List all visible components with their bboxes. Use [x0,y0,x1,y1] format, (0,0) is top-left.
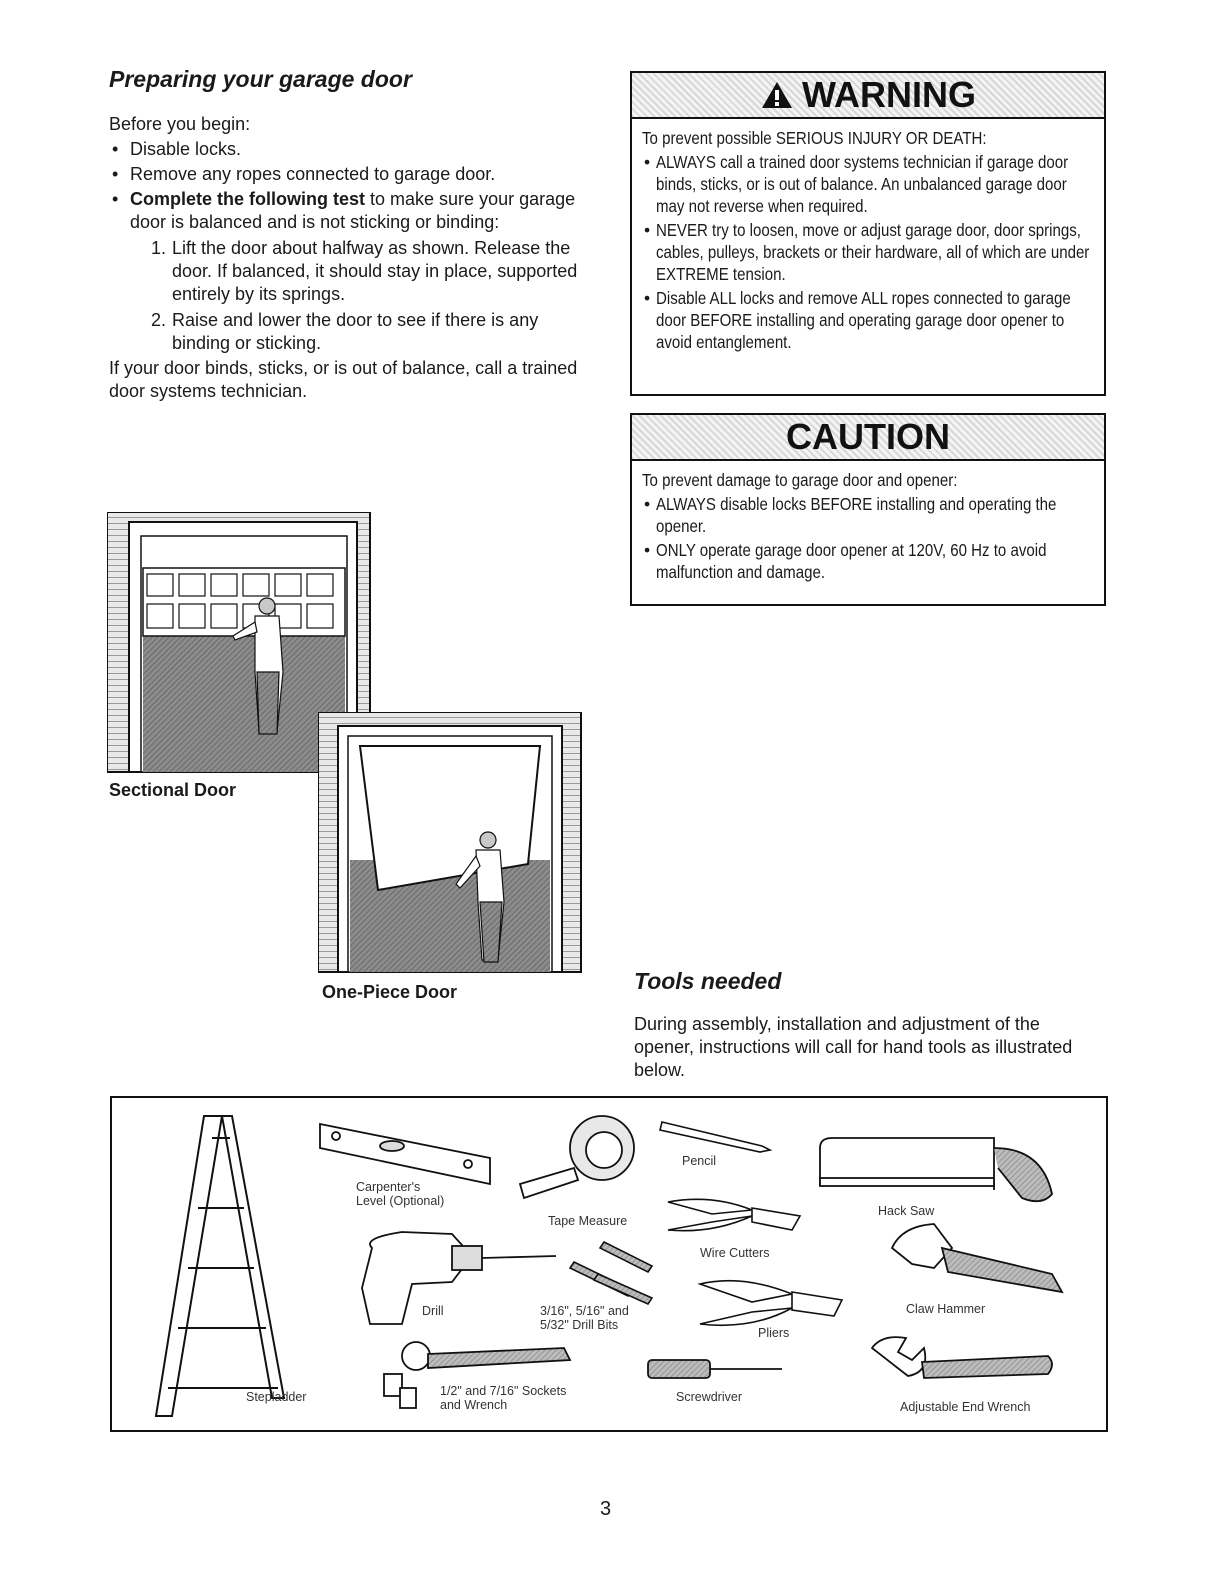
adjustable-wrench-icon [872,1337,1052,1378]
drill-bits-icon [570,1242,652,1304]
caution-item: • ALWAYS disable locks BEFORE installing and operating the opener. [642,493,1094,537]
hack-saw-icon [820,1138,1052,1201]
sockets-label-wrench: and Wrench [440,1398,508,1412]
carpenters-level-icon [320,1124,490,1184]
tools-intro: During assembly, installation and adjustment of the opener, instructions will call for hand tools as illustrated below. [634,1014,1073,1080]
tools-heading: Tools needed [634,968,782,994]
one-piece-door-caption: One-Piece Door [322,982,458,1002]
warning-title: WARNING [802,74,976,115]
screwdriver-icon [648,1360,782,1378]
tape-measure-label: Tape Measure [548,1214,628,1228]
tools-illustration [112,1098,1106,1430]
sockets-label: 1/2" and 7/16" Sockets [440,1384,567,1398]
bullet-remove-ropes: • Remove any ropes connected to garage door. [109,163,579,186]
preparing-intro: Before you begin: [109,114,251,134]
pencil-icon [660,1122,770,1152]
hack-saw-label: Hack Saw [878,1204,935,1218]
adjustable-wrench-label: Adjustable End Wrench [900,1400,1031,1414]
tape-measure-icon [520,1116,634,1198]
preparing-section [109,68,579,403]
screwdriver-label: Screwdriver [676,1390,742,1404]
sectional-door-caption: Sectional Door [109,780,237,800]
preparing-bullets [109,138,579,355]
carpenters-level-label-optional: Level (Optional) [356,1194,445,1208]
wire-cutters-icon [668,1199,800,1230]
drill-bits-label: 3/16", 5/16" and [540,1304,629,1318]
warning-item: • ALWAYS call a trained door systems technician if garage door binds, sticks, or is out of balance. An unbalanced garage door may not reverse when required. [642,151,1094,217]
warning-body [632,119,1104,353]
drill-label: Drill [422,1304,444,1318]
drill-icon [362,1232,556,1324]
caution-title: CAUTION [786,416,950,457]
warning-box [630,71,1106,396]
carpenters-level-label: Carpenter's [356,1180,421,1194]
bullet-disable-locks: • Disable locks. [109,138,579,161]
caution-header [632,415,1104,461]
caution-item: • ONLY operate garage door opener at 120V, 60 Hz to avoid malfunction and damage. [642,539,1094,583]
pliers-label: Pliers [758,1326,790,1340]
claw-hammer-label: Claw Hammer [906,1302,986,1316]
test-step-2: 2. Raise and lower the door to see if there is any binding or sticking. [151,310,539,353]
test-step-1: 1. Lift the door about halfway as shown. Release the door. If balanced, it should stay in place, supported entirely by its springs. [151,238,578,304]
warning-lead: To prevent possible SERIOUS INJURY OR DEATH: [642,128,987,148]
preparing-heading: Preparing your garage door [109,66,412,92]
caution-body [632,461,1104,583]
pencil-label: Pencil [682,1154,717,1168]
warning-triangle-icon [760,80,794,110]
warning-header [632,73,1104,119]
stepladder-label: Stepladder [246,1390,307,1404]
claw-hammer-icon [892,1224,1062,1292]
drill-bits-label-sizes: 5/32" Drill Bits [540,1318,619,1332]
one-piece-door-illustration [318,712,583,975]
test-steps [130,237,579,355]
bullet-complete-test: • Complete the following test to make sure your garage door is balanced and is not sticking or binding: 1. Lift the door about halfway as shown. Release the door. If balanced, it should stay in place, supported entirely by its springs. 2. Raise and lower the door to see if there is any binding or sticking. [109,188,579,355]
caution-box [630,413,1106,606]
preparing-closing: If your door binds, sticks, or is out of balance, call a trained door systems technician. [109,358,578,401]
stepladder-icon [156,1116,284,1416]
tools-illustration-box [110,1096,1108,1432]
caution-lead: To prevent damage to garage door and opener: [642,470,958,490]
warning-item: • NEVER try to loosen, move or adjust garage door, door springs, cables, pulleys, brackets or their hardware, all of which are under EXTREME tension. [642,219,1094,285]
wire-cutters-label: Wire Cutters [700,1246,770,1260]
warning-item: • Disable ALL locks and remove ALL ropes connected to garage door BEFORE installing and operating garage door opener to avoid entanglement. [642,287,1094,353]
pliers-icon [700,1281,842,1326]
page-number: 3 [600,1498,612,1520]
